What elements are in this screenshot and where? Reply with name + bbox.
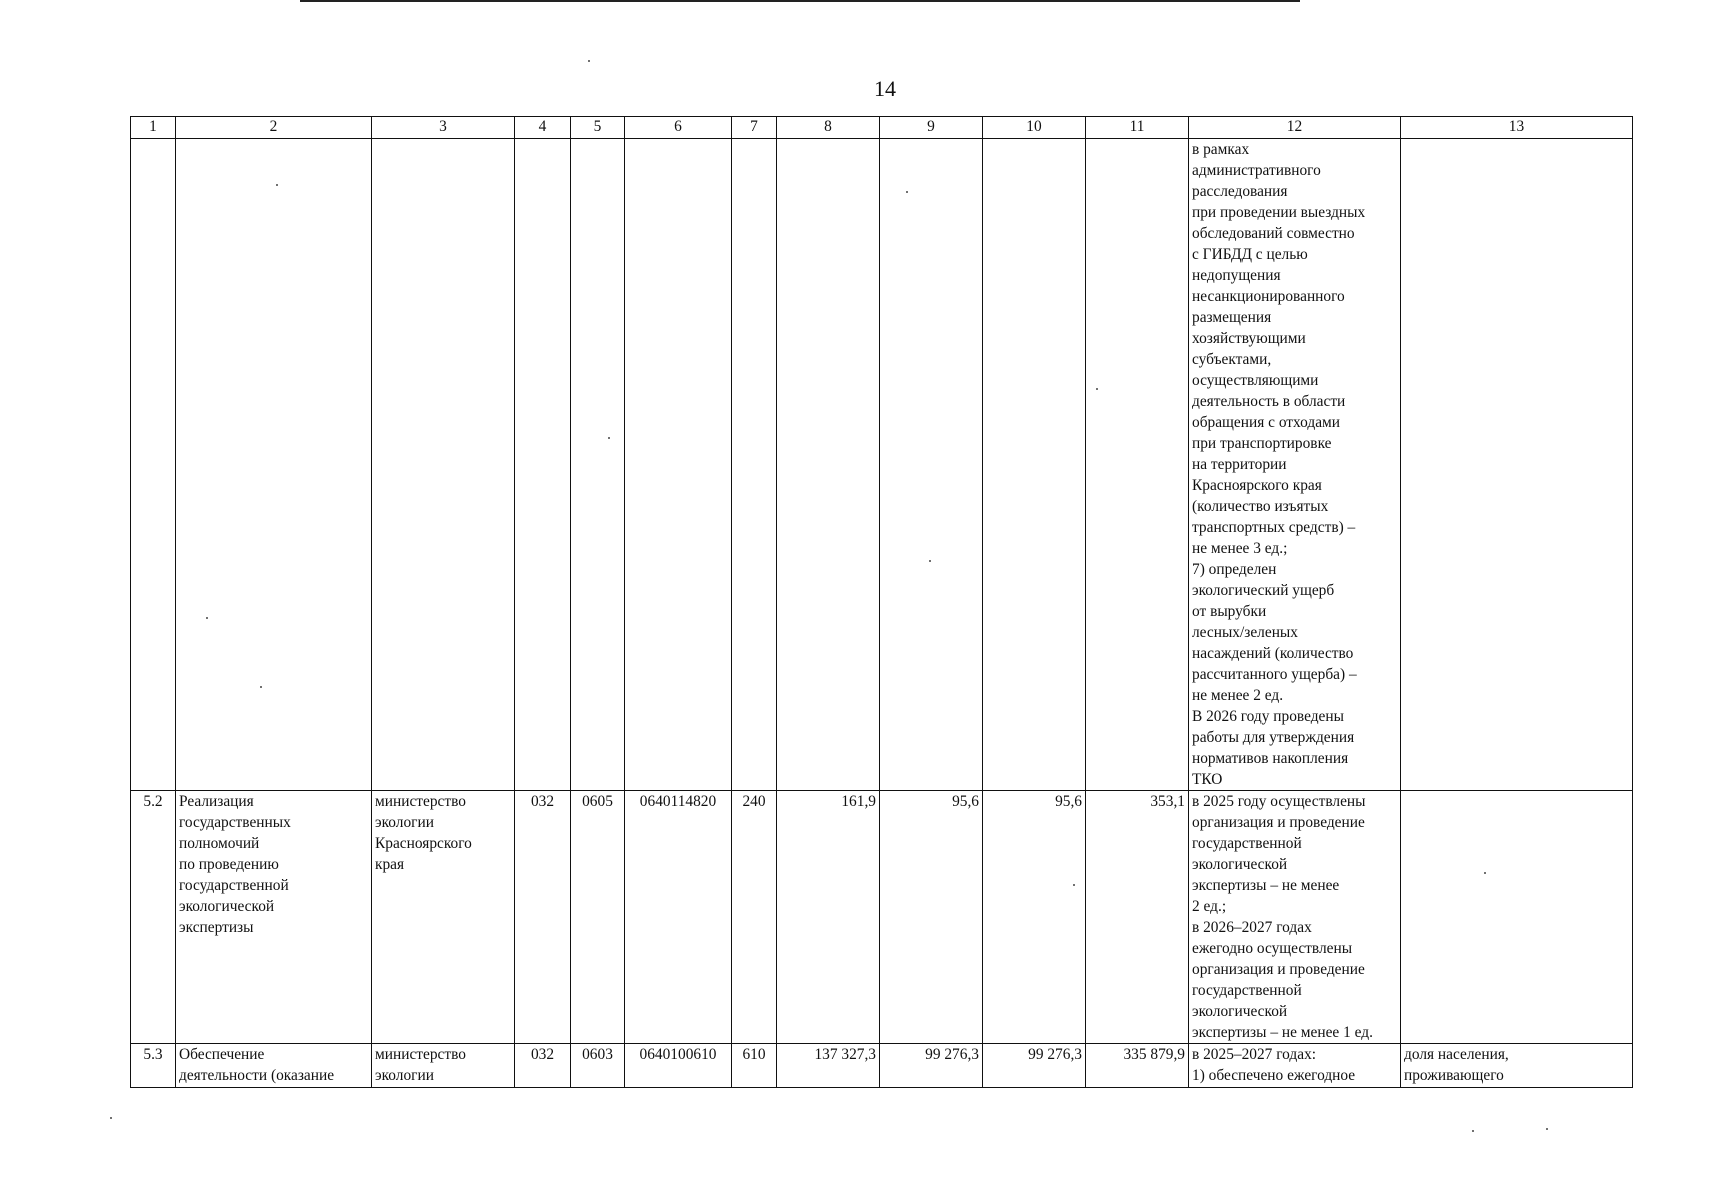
page-number: 14 xyxy=(874,76,896,101)
amount-total-cell: 335 879,9 xyxy=(1086,1044,1189,1088)
scan-speck xyxy=(1484,872,1486,874)
header-cell: 5 xyxy=(571,117,625,139)
table-row xyxy=(131,139,1633,791)
executor-cell xyxy=(372,139,515,791)
header-cell: 1 xyxy=(131,117,176,139)
scan-speck xyxy=(906,191,908,193)
csr-cell: 0640100610 xyxy=(625,1044,732,1088)
header-cell: 8 xyxy=(777,117,880,139)
row-number-cell: 5.2 xyxy=(131,791,176,1044)
rzpr-cell: 0605 xyxy=(571,791,625,1044)
csr-cell xyxy=(625,139,732,791)
amount-total-cell xyxy=(1086,139,1189,791)
expected-result-cell: в 2025 году осуществлены организация и проведение государственной экологической экспертизы – не менее 2 ед.; в 2026–2027 годах ежегодно осуществлены организация и проведение государственной экологической экспертизы – не менее 1 ед. xyxy=(1189,791,1401,1044)
top-rule xyxy=(300,0,1300,2)
header-cell: 9 xyxy=(880,117,983,139)
header-cell: 12 xyxy=(1189,117,1401,139)
table-row xyxy=(131,791,1633,1044)
header-cell: 3 xyxy=(372,117,515,139)
row-number-cell xyxy=(131,139,176,791)
row-number-cell: 5.3 xyxy=(131,1044,176,1088)
amount-2025-cell xyxy=(777,139,880,791)
amount-2026-cell: 95,6 xyxy=(880,791,983,1044)
scan-speck xyxy=(608,437,610,439)
scan-speck xyxy=(260,686,262,688)
header-cell: 4 xyxy=(515,117,571,139)
table-row xyxy=(131,1044,1633,1088)
rzpr-cell: 0603 xyxy=(571,1044,625,1088)
amount-2026-cell xyxy=(880,139,983,791)
header-cell: 2 xyxy=(176,117,372,139)
scan-speck xyxy=(1546,1128,1548,1130)
amount-2025-cell: 137 327,3 xyxy=(777,1044,880,1088)
indicator-cell xyxy=(1401,791,1633,1044)
measure-name-cell xyxy=(176,139,372,791)
measure-name-cell: Реализация государственных полномочий по проведению государственной экологической экспертизы xyxy=(176,791,372,1044)
grbs-cell: 032 xyxy=(515,1044,571,1088)
indicator-cell xyxy=(1401,139,1633,791)
indicator-cell: доля населения, проживающего xyxy=(1401,1044,1633,1088)
vr-cell: 610 xyxy=(732,1044,777,1088)
scan-speck xyxy=(1096,388,1098,390)
header-cell: 10 xyxy=(983,117,1086,139)
rzpr-cell xyxy=(571,139,625,791)
vr-cell xyxy=(732,139,777,791)
header-row xyxy=(131,117,1633,139)
header-cell: 7 xyxy=(732,117,777,139)
expected-result-cell: в 2025–2027 годах: 1) обеспечено ежегодное xyxy=(1189,1044,1401,1088)
amount-2027-cell xyxy=(983,139,1086,791)
amount-total-cell: 353,1 xyxy=(1086,791,1189,1044)
grbs-cell xyxy=(515,139,571,791)
scan-speck xyxy=(588,60,590,62)
vr-cell: 240 xyxy=(732,791,777,1044)
scan-speck xyxy=(206,617,208,619)
scan-speck xyxy=(1073,884,1075,886)
amount-2026-cell: 99 276,3 xyxy=(880,1044,983,1088)
amount-2027-cell: 99 276,3 xyxy=(983,1044,1086,1088)
amount-2027-cell: 95,6 xyxy=(983,791,1086,1044)
header-cell: 6 xyxy=(625,117,732,139)
executor-cell: министерство экологии xyxy=(372,1044,515,1088)
program-table xyxy=(130,116,1633,1088)
executor-cell: министерство экологии Красноярского края xyxy=(372,791,515,1044)
header-cell: 13 xyxy=(1401,117,1633,139)
scan-speck xyxy=(1472,1130,1474,1132)
expected-result-cell: в рамках административного расследования при проведении выездных обследований совместно с ГИБДД с целью недопущения несанкционированного размещения хозяйствующими субъектами, осуществляющими деятельность в области обращения с отходами при транспортировке на территории Красноярского края (количество изъятых транспортных средств) – не менее 3 ед.; 7) определен экологический ущерб от вырубки лесных/зеленых насаждений (количество рассчитанного ущерба) – не менее 2 ед. В 2026 году проведены работы для утверждения нормативов накопления ТКО xyxy=(1189,139,1401,791)
scan-speck xyxy=(110,1117,112,1119)
csr-cell: 0640114820 xyxy=(625,791,732,1044)
amount-2025-cell: 161,9 xyxy=(777,791,880,1044)
scan-speck xyxy=(276,184,278,186)
grbs-cell: 032 xyxy=(515,791,571,1044)
scan-speck xyxy=(929,560,931,562)
measure-name-cell: Обеспечение деятельности (оказание xyxy=(176,1044,372,1088)
header-cell: 11 xyxy=(1086,117,1189,139)
